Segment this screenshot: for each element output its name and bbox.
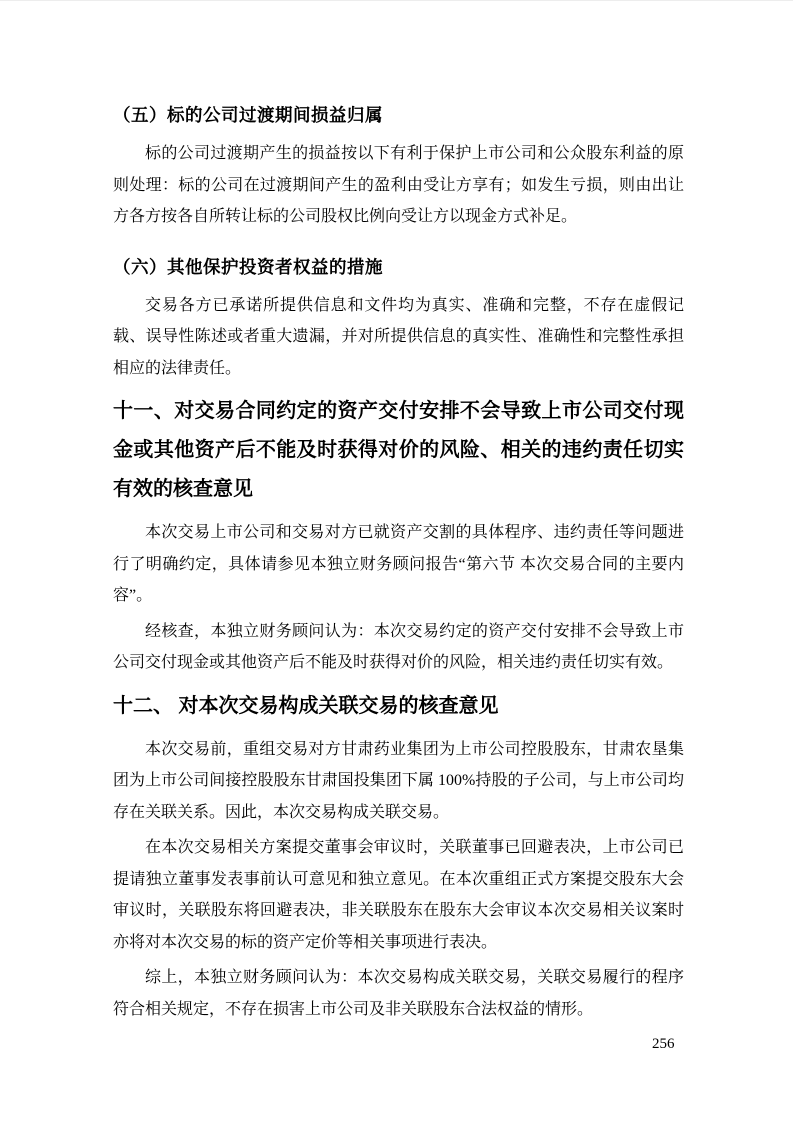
section-heading-5-transition-period-pnl: （五）标的公司过渡期间损益归属 — [113, 105, 383, 125]
paragraph-investor-protection: 交易各方已承诺所提供信息和文件均为真实、准确和完整，不存在虚假记载、误导性陈述或者重大遗漏，并对所提供信息的真实性、准确性和完整性承担相应的法律责任。 — [113, 296, 684, 377]
page-number: 256 — [652, 1036, 675, 1052]
chapter-heading-11-asset-delivery-risk-opinion: 十一、对交易合同约定的资产交付安排不会导致上市公司交付现金或其他资产后不能及时获得对价的风险、相关的违约责任切实有效的核查意见 — [113, 400, 684, 500]
document-content — [113, 102, 684, 1029]
paragraph-voting-recusal-procedure: 在本次交易相关方案提交董事会审议时，关联董事已回避表决，上市公司已提请独立董事发表事前认可意见和独立意见。在本次重组正式方案提交股东大会审议时，关联股东将回避表决，非关联股东在股东大会审议本次交易相关议案时亦将对本次交易的标的资产定价等相关事项进行表决。 — [113, 839, 684, 951]
section-heading-6-investor-protection: （六）其他保护投资者权益的措施 — [113, 256, 383, 277]
paragraph-transition-period-pnl: 标的公司过渡期产生的损益按以下有利于保护上市公司和公众股东利益的原则处理：标的公司在过渡期间产生的盈利由受让方享有；如发生亏损，则由出让方各方按各自所转让标的公司股权比例向受让方以现金方式补足。 — [113, 145, 684, 225]
paragraph-advisor-conclusion-delivery: 经核查，本独立财务顾问认为：本次交易约定的资产交付安排不会导致上市公司交付现金或其他资产后不能及时获得对价的风险，相关违约责任切实有效。 — [113, 622, 684, 671]
paragraph-delivery-procedure-agreed: 本次交易上市公司和交易对方已就资产交割的具体程序、违约责任等问题进行了明确约定，具体请参见本独立财务顾问报告“第六节 本次交易合同的主要内容”。 — [113, 524, 684, 604]
paragraph-related-party-relationship: 本次交易前，重组交易对方甘肃药业集团为上市公司控股股东，甘肃农垦集团为上市公司间接控股股东甘肃国投集团下属 100%持股的子公司，与上市公司均存在关联关系。因此，本次交易构成关联交易。 — [113, 740, 684, 821]
paragraph-advisor-conclusion-related-party: 综上，本独立财务顾问认为：本次交易构成关联交易，关联交易履行的程序符合相关规定，不存在损害上市公司及非关联股东合法权益的情形。 — [113, 969, 684, 1018]
chapter-heading-12-related-party-transaction-opinion: 十二、 对本次交易构成关联交易的核查意见 — [113, 694, 499, 717]
